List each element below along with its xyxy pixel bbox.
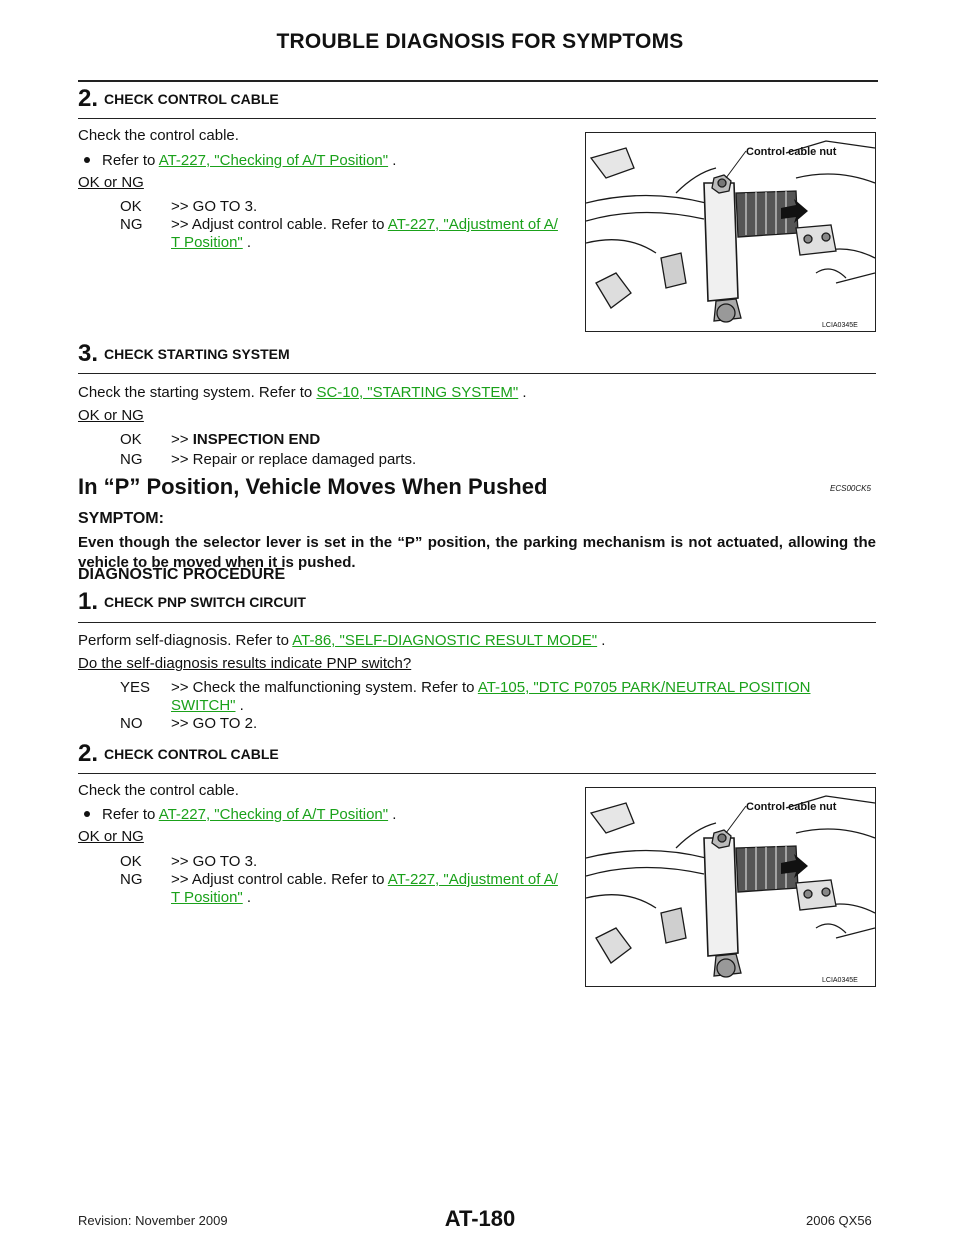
step-intro: Perform self-diagnosis. Refer to AT-86, "SELF-DIAGNOSTIC RESULT MODE" . [78, 632, 606, 649]
step-rule [78, 373, 876, 374]
decision-question: OK or NG [78, 828, 144, 845]
ref-link[interactable]: T Position" [171, 889, 243, 906]
decision-question: Do the self-diagnosis results indicate PNP switch? [78, 655, 412, 672]
step-heading [78, 340, 290, 368]
ok-result: OK >> GO TO 3. [120, 853, 258, 870]
ref-link[interactable]: T Position" [171, 234, 243, 251]
footer-revision: Revision: November 2009 [78, 1213, 228, 1228]
step-title: CHECK CONTROL CABLE [104, 91, 279, 107]
symptom-label: SYMPTOM: [78, 510, 164, 527]
ok-result: OK >> GO TO 3. [120, 198, 258, 215]
ref-link[interactable]: SC-10, "STARTING SYSTEM" [316, 384, 519, 401]
ref-link[interactable]: SWITCH" [171, 697, 236, 714]
yes-result: YES >> Check the malfunctioning system. Refer to AT-105, "DTC P0705 PARK/NEUTRAL POSITION [120, 679, 811, 696]
control-cable-figure [585, 787, 876, 987]
step-heading [78, 740, 279, 768]
figure-code: LCIA0345E [822, 322, 858, 329]
decision-question: OK or NG [78, 174, 144, 191]
bullet-item: Refer to AT-227, "Checking of A/T Position" . [84, 806, 396, 823]
step-heading [78, 85, 279, 113]
decision-question: OK or NG [78, 407, 144, 424]
figure-callout: Control cable nut [746, 146, 837, 158]
ref-link[interactable]: AT-227, "Adjustment of A/ [387, 871, 558, 888]
page-title: TROUBLE DIAGNOSIS FOR SYMPTOMS [276, 30, 684, 53]
step-rule [78, 773, 876, 774]
yes-result-cont: SWITCH" . [171, 697, 244, 714]
step-number: 3. [78, 340, 99, 367]
section-code: ECS00CK5 [830, 484, 871, 493]
step-rule [78, 622, 876, 623]
ref-link[interactable]: AT-227, "Adjustment of A/ [387, 216, 558, 233]
page-number: AT-180 [444, 1206, 516, 1231]
ok-result: OK >> INSPECTION END [120, 431, 321, 448]
control-cable-figure [585, 132, 876, 332]
ng-result: NG >> Adjust control cable. Refer to AT-227, "Adjustment of A/ [120, 216, 558, 233]
ref-link[interactable]: AT-86, "SELF-DIAGNOSTIC RESULT MODE" [292, 632, 598, 649]
bullet-item: Refer to AT-227, "Checking of A/T Position" . [84, 152, 396, 169]
step-title: CHECK PNP SWITCH CIRCUIT [104, 594, 306, 610]
ref-link[interactable]: AT-227, "Checking of A/T Position" [158, 806, 389, 823]
symptom-text: Even though the selector lever is set in the “P” position, the parking mechanism is not actuated, allowing the vehicle to be moved when it is pushed. [78, 534, 876, 571]
step-title: CHECK STARTING SYSTEM [104, 346, 290, 362]
step-intro: Check the control cable. [78, 782, 239, 799]
step-intro: Check the starting system. Refer to SC-10, "STARTING SYSTEM" . [78, 384, 527, 401]
ng-result: NG >> Adjust control cable. Refer to AT-227, "Adjustment of A/ [120, 871, 558, 888]
step-intro: Check the control cable. [78, 127, 239, 144]
step-number: 1. [78, 588, 99, 615]
ng-result: NG >> Repair or replace damaged parts. [120, 451, 417, 468]
figure-code: LCIA0345E [822, 977, 858, 984]
bullet-dot [84, 811, 90, 817]
ref-link[interactable]: AT-227, "Checking of A/T Position" [158, 152, 389, 169]
footer-model: 2006 QX56 [806, 1213, 872, 1228]
ref-link[interactable]: AT-105, "DTC P0705 PARK/NEUTRAL POSITION [477, 679, 811, 696]
no-result: NO >> GO TO 2. [120, 715, 258, 732]
section-title: In “P” Position, Vehicle Moves When Pushed [78, 474, 548, 499]
bullet-dot [84, 157, 90, 163]
ng-result-cont: T Position" . [171, 889, 252, 906]
header-rule [78, 80, 878, 82]
step-heading [78, 588, 306, 616]
step-rule [78, 118, 876, 119]
step-number: 2. [78, 740, 99, 767]
step-title: CHECK CONTROL CABLE [104, 746, 279, 762]
step-number: 2. [78, 85, 99, 112]
procedure-label: DIAGNOSTIC PROCEDURE [78, 566, 286, 583]
ng-result-cont: T Position" . [171, 234, 252, 251]
figure-callout: Control cable nut [746, 801, 837, 813]
